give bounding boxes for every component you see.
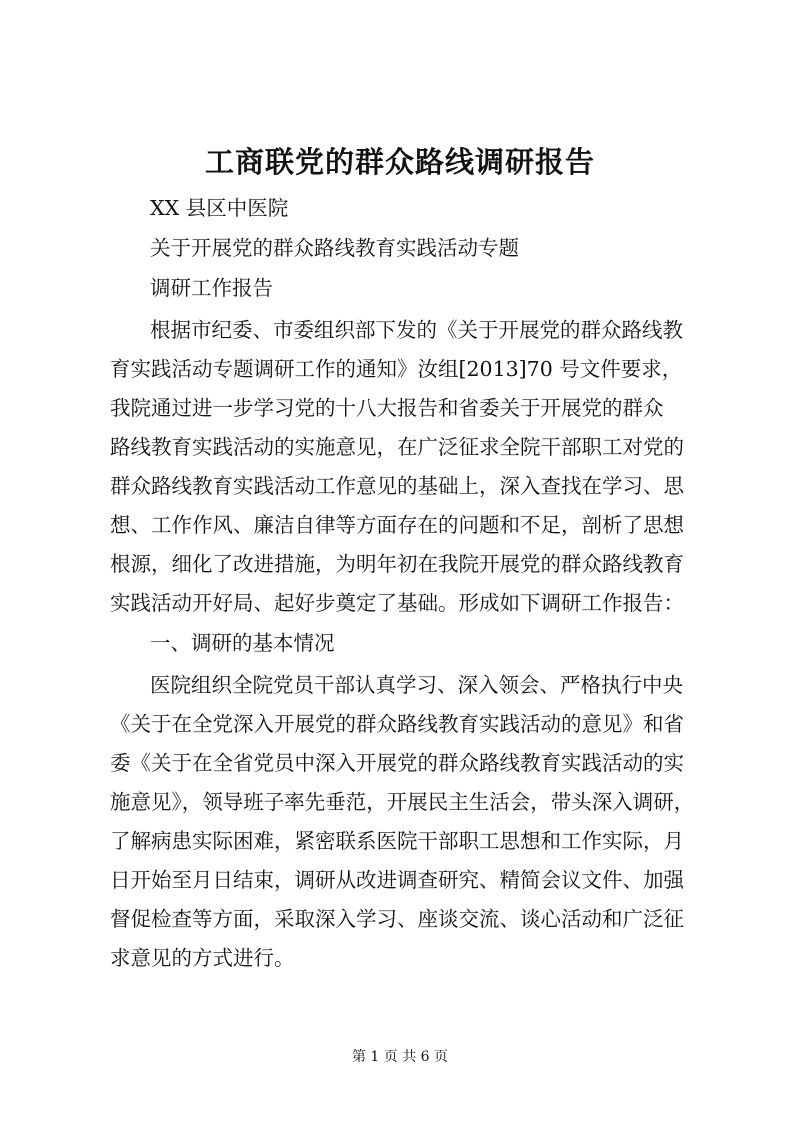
paragraph2-line: 了解病患实际困难，紧密联系医院干部职工思想和工作实际，月 (110, 829, 684, 853)
section-heading: 一、调研的基本情况 (150, 631, 335, 655)
paragraph1-line: 实践活动开好局、起好步奠定了基础。形成如下调研工作报告： (110, 591, 684, 615)
paragraph1-line: 根源，细化了改进措施，为明年初在我院开展党的群众路线教育 (110, 552, 684, 576)
paragraph1-line: 群众路线教育实践活动工作意见的基础上，深入查找在学习、思 (110, 474, 684, 498)
paragraph1-line: 路线教育实践活动的实施意见，在广泛征求全院干部职工对党的 (110, 435, 684, 459)
header-line-report: 调研工作报告 (150, 276, 273, 300)
paragraph2-line: 医院组织全院党员干部认真学习、深入领会、严格执行中央 (150, 673, 683, 697)
paragraph1-line: 根据市纪委、市委组织部下发的《关于开展党的群众路线教 (150, 318, 683, 342)
paragraph2-line: 督促检查等方面，采取深入学习、座谈交流、谈心活动和广泛征 (110, 907, 684, 931)
paragraph2-line: 施意见》，领导班子率先垂范，开展民主生活会，带头深入调研， (110, 790, 695, 814)
paragraph2-line: 《关于在全党深入开展党的群众路线教育实践活动的意见》和省 (110, 712, 684, 736)
paragraph2-line: 日开始至月日结束，调研从改进调查研究、精简会议文件、加强 (110, 868, 684, 892)
header-line-hospital: XX 县区中医院 (150, 196, 289, 220)
header-line-topic: 关于开展党的群众路线教育实践活动专题 (150, 236, 519, 260)
page-number-footer: 第 1 页 共 6 页 (351, 1049, 449, 1065)
document-title: 工商联党的群众路线调研报告 (204, 145, 595, 179)
paragraph2-line: 委《关于在全省党员中深入开展党的群众路线教育实践活动的实 (110, 751, 684, 775)
paragraph2-line: 求意见的方式进行。 (110, 946, 295, 970)
paragraph1-line: 育实践活动专题调研工作的通知》汝组[2013]70 号文件要求， (110, 357, 683, 381)
paragraph1-line: 想、工作作风、廉洁自律等方面存在的问题和不足，剖析了思想 (110, 513, 684, 537)
paragraph1-line: 我院通过进一步学习党的十八大报告和省委关于开展党的群众 (110, 396, 664, 420)
